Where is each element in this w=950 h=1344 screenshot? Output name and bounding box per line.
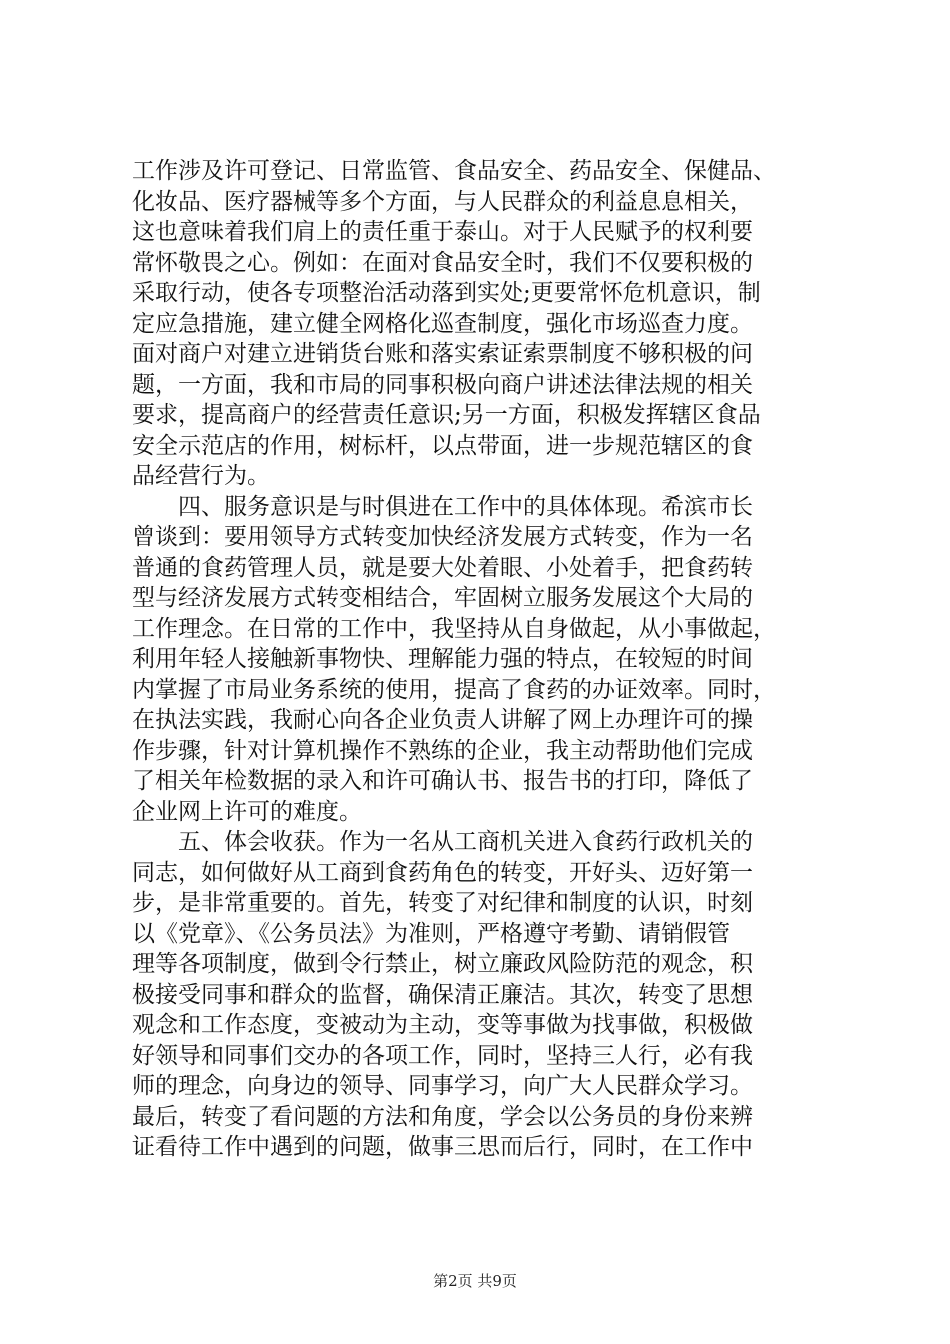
text-line: 普通的食药管理人员，就是要大处着眼、小处着手，把食药转 <box>132 554 753 581</box>
text-line: 观念和工作态度，变被动为主动，变等事做为找事做，积极做 <box>132 1012 753 1038</box>
text-line: 品经营行为。 <box>132 463 270 489</box>
text-line: 内掌握了市局业务系统的使用，提高了食药的办证效率。同时， <box>132 676 776 703</box>
text-line: 采取行动，使各专项整治活动落到实处;更要常怀危机意识，制 <box>132 280 761 306</box>
text-line: 定应急措施，建立健全网格化巡查制度，强化市场巡查力度。 <box>132 310 753 337</box>
text-line: 四、服务意识是与时俱进在工作中的具体体现。希滨市长 <box>132 493 753 520</box>
text-line: 作步骤，针对计算机操作不熟练的企业，我主动帮助他们完成 <box>132 737 753 764</box>
text-line: 同志，如何做好从工商到食药角色的转变，开好头、迈好第一 <box>132 859 753 886</box>
text-line: 好领导和同事们交办的各项工作，同时，坚持三人行，必有我 <box>132 1042 753 1069</box>
text-line: 最后，转变了看问题的方法和角度，学会以公务员的身份来辨 <box>132 1103 753 1130</box>
text-line: 理等各项制度，做到令行禁止，树立廉政风险防范的观念，积 <box>132 951 753 977</box>
text-line: 五、体会收获。作为一名从工商机关进入食药行政机关的 <box>132 829 753 855</box>
text-line: 面对商户对建立进销货台账和落实索证索票制度不够积极的问 <box>132 341 753 367</box>
text-line: 以《党章》、《公务员法》为准则，严格遵守考勤、请销假管 <box>132 920 730 947</box>
text-line: 在执法实践，我耐心向各企业负责人讲解了网上办理许可的操 <box>132 707 753 733</box>
document-body <box>132 156 832 1163</box>
text-line: 利用年轻人接触新事物快、理解能力强的特点，在较短的时间 <box>132 646 753 672</box>
text-line: 师的理念，向身边的领导、同事学习，向广大人民群众学习。 <box>132 1073 753 1099</box>
page-footer: 第2页 共9页 <box>433 1272 517 1290</box>
text-line: 这也意味着我们肩上的责任重于泰山。对于人民赋予的权利要 <box>132 219 753 245</box>
text-line: 企业网上许可的难度。 <box>132 798 362 825</box>
text-line: 要求，提高商户的经营责任意识;另一方面，积极发挥辖区食品 <box>132 402 761 428</box>
text-line: 证看待工作中遇到的问题，做事三思而后行，同时，在工作中 <box>132 1134 753 1160</box>
text-line: 常怀敬畏之心。例如：在面对食品安全时，我们不仅要积极的 <box>132 249 753 276</box>
text-line: 步，是非常重要的。首先，转变了对纪律和制度的认识，时刻 <box>132 890 753 916</box>
text-line: 工作理念。在日常的工作中，我坚持从自身做起，从小事做起， <box>132 615 776 642</box>
text-line: 题，一方面，我和市局的同事积极向商户讲述法律法规的相关 <box>132 371 753 398</box>
text-line: 曾谈到：要用领导方式转变加快经济发展方式转变，作为一名 <box>132 524 753 550</box>
text-line: 型与经济发展方式转变相结合，牢固树立服务发展这个大局的 <box>132 585 753 611</box>
text-line: 工作涉及许可登记、日常监管、食品安全、药品安全、保健品、 <box>132 158 776 184</box>
text-line: 了相关年检数据的录入和许可确认书、报告书的打印，降低了 <box>132 768 753 794</box>
text-line: 化妆品、医疗器械等多个方面，与人民群众的利益息息相关， <box>132 188 753 215</box>
text-line: 安全示范店的作用，树标杆，以点带面，进一步规范辖区的食 <box>132 432 753 459</box>
text-line: 极接受同事和群众的监督，确保清正廉洁。其次，转变了思想 <box>132 981 753 1008</box>
